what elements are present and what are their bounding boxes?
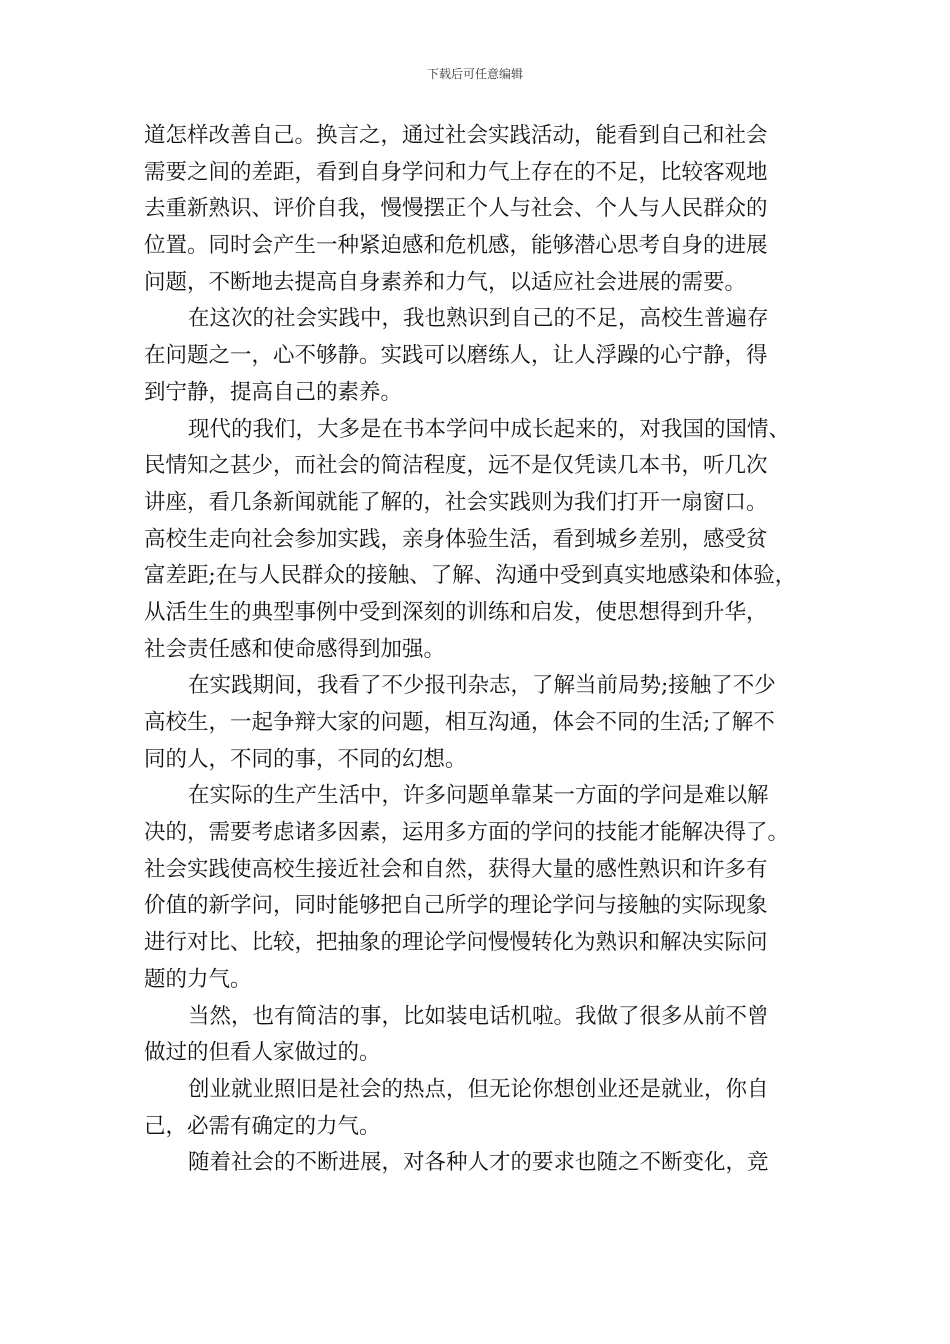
text-line: 进行对比、比较，把抽象的理论学问慢慢转化为熟识和解决实际问 bbox=[144, 930, 768, 956]
text-line: 决的，需要考虑诸多因素，运用多方面的学问的技能才能解决得了。 bbox=[144, 820, 790, 846]
text-line: 社会责任感和使命感得到加强。 bbox=[144, 636, 446, 662]
paragraph-first-line: 在这次的社会实践中，我也熟识到自己的不足，高校生普遍存 bbox=[188, 306, 769, 332]
text-line: 到宁静，提高自己的素养。 bbox=[144, 379, 403, 405]
document-body bbox=[144, 118, 824, 1182]
text-line: 从活生生的典型事例中受到深刻的训练和启发，使思想得到升华， bbox=[144, 599, 768, 625]
text-line: 高校生走向社会参加实践，亲身体验生活，看到城乡差别，感受贫 bbox=[144, 526, 768, 552]
text-line: 去重新熟识、评价自我，慢慢摆正个人与社会、个人与人民群众的 bbox=[144, 196, 768, 222]
text-line: 己，必需有确定的力气。 bbox=[144, 1113, 381, 1139]
text-line: 讲座，看几条新闻就能了解的，社会实践则为我们打开一扇窗口。 bbox=[144, 489, 768, 515]
text-line: 同的人，不同的事，不同的幻想。 bbox=[144, 746, 467, 772]
text-line: 问题，不断地去提高自身素养和力气，以适应社会进展的需要。 bbox=[144, 269, 747, 295]
text-line: 价值的新学问，同时能够把自己所学的理论学问与接触的实际现象 bbox=[144, 893, 768, 919]
text-line: 需要之间的差距，看到自身学问和力气上存在的不足，比较客观地 bbox=[144, 159, 768, 185]
text-line: 做过的但看人家做过的。 bbox=[144, 1040, 381, 1066]
text-line: 位置。同时会产生一种紧迫感和危机感，能够潜心思考自身的进展 bbox=[144, 233, 768, 259]
paragraph-first-line: 在实践期间，我看了不少报刊杂志，了解当前局势;接触了不少 bbox=[188, 673, 776, 699]
text-line: 高校生，一起争辩大家的问题，相互沟通，体会不同的生活;了解不 bbox=[144, 710, 775, 735]
paragraph-first-line: 随着社会的不断进展，对各种人才的要求也随之不断变化，竞 bbox=[188, 1150, 769, 1176]
paragraph-first-line: 创业就业照旧是社会的热点，但无论你想创业还是就业，你自 bbox=[188, 1076, 769, 1102]
text-line: 题的力气。 bbox=[144, 966, 252, 992]
text-line: 富差距;在与人民群众的接触、了解、沟通中受到真实地感染和体验， bbox=[144, 563, 797, 589]
text-line: 社会实践使高校生接近社会和自然，获得大量的感性熟识和许多有 bbox=[144, 856, 768, 882]
paragraph-first-line: 在实际的生产生活中，许多问题单靠某一方面的学问是难以解 bbox=[188, 783, 769, 809]
page-header: 下载后可任意编辑 bbox=[426, 67, 523, 81]
text-line: 民情知之甚少，而社会的简洁程度，远不是仅凭读几本书，听几次 bbox=[144, 453, 768, 479]
text-line: 在问题之一，心不够静。实践可以磨练人，让人浮躁的心宁静，得 bbox=[144, 343, 768, 369]
paragraph-first-line: 现代的我们，大多是在书本学问中成长起来的，对我国的国情、 bbox=[188, 416, 791, 442]
text-line: 道怎样改善自己。换言之，通过社会实践活动，能看到自己和社会 bbox=[144, 123, 768, 148]
paragraph-first-line: 当然，也有简洁的事，比如装电话机啦。我做了很多从前不曾 bbox=[188, 1003, 769, 1029]
